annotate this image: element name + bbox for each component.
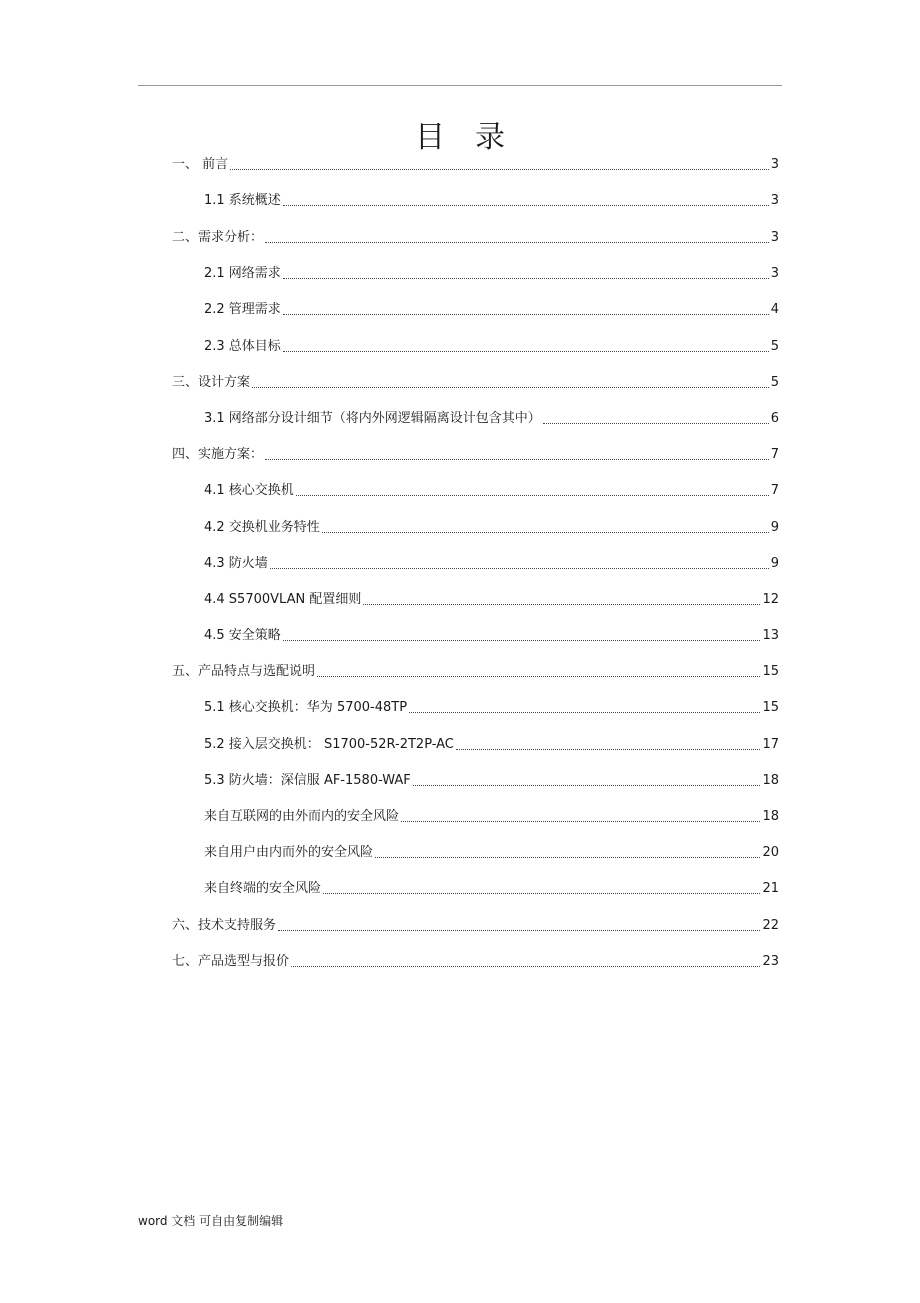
toc-entry-page: 6 bbox=[770, 411, 779, 426]
toc-leader-dots bbox=[296, 495, 769, 496]
toc-entry-page: 20 bbox=[762, 845, 779, 860]
toc-leader-dots bbox=[375, 857, 760, 858]
toc-entry-label: 5.3 防火墙：深信服 AF-1580-WAF bbox=[204, 773, 411, 788]
toc-leader-dots bbox=[401, 821, 760, 822]
toc-entry-page: 3 bbox=[770, 230, 779, 245]
toc-entry-page: 7 bbox=[770, 483, 779, 498]
toc-entry-label: 2.1 网络需求 bbox=[204, 266, 281, 281]
toc-entry[interactable] bbox=[204, 518, 779, 536]
toc-entry-page: 23 bbox=[762, 954, 779, 969]
toc-entry[interactable] bbox=[204, 554, 779, 572]
toc-leader-dots bbox=[456, 749, 761, 750]
toc-entry[interactable] bbox=[204, 626, 779, 644]
toc-entry[interactable] bbox=[172, 445, 779, 463]
toc-entry-page: 7 bbox=[770, 447, 779, 462]
toc-entry[interactable] bbox=[172, 155, 779, 173]
toc-entry-label: 4.1 核心交换机 bbox=[204, 483, 294, 498]
toc-entry-label: 六、技术支持服务 bbox=[172, 918, 277, 933]
toc-entry-label: 来自互联网的由外而内的安全风险 bbox=[204, 809, 400, 824]
toc-leader-dots bbox=[283, 314, 769, 315]
toc-entry-page: 5 bbox=[770, 375, 779, 390]
toc-entry-label: 4.4 S5700VLAN 配置细则 bbox=[204, 592, 362, 607]
toc-entry-label: 3.1 网络部分设计细节（将内外网逻辑隔离设计包含其中） bbox=[204, 411, 541, 426]
toc-entry[interactable] bbox=[204, 409, 779, 427]
toc-entry-page: 12 bbox=[762, 592, 779, 607]
toc-leader-dots bbox=[543, 423, 769, 424]
toc-entry[interactable] bbox=[204, 481, 779, 499]
toc-entry-page: 4 bbox=[770, 302, 779, 317]
toc-leader-dots bbox=[283, 278, 769, 279]
toc-leader-dots bbox=[413, 785, 761, 786]
toc-entry[interactable] bbox=[204, 300, 779, 318]
toc-entry[interactable] bbox=[204, 807, 779, 825]
toc-entry-page: 3 bbox=[770, 193, 779, 208]
toc-entry-page: 3 bbox=[770, 157, 779, 172]
toc-leader-dots bbox=[252, 387, 769, 388]
toc-entry[interactable] bbox=[204, 337, 779, 355]
toc-entry[interactable] bbox=[204, 735, 779, 753]
toc-entry-label: 五、产品特点与选配说明 bbox=[172, 664, 316, 679]
toc-entry-label: 5.1 核心交换机：华为 5700-48TP bbox=[204, 700, 408, 715]
toc-entry[interactable] bbox=[204, 191, 779, 209]
toc-entry[interactable] bbox=[172, 952, 779, 970]
toc-entry-label: 七、产品选型与报价 bbox=[172, 954, 290, 969]
toc-leader-dots bbox=[317, 676, 760, 677]
toc-leader-dots bbox=[323, 893, 760, 894]
toc-leader-dots bbox=[322, 532, 769, 533]
header-rule bbox=[138, 85, 782, 86]
toc-leader-dots bbox=[278, 930, 760, 931]
toc-entry-label: 一、 前言 bbox=[172, 157, 229, 172]
toc-entry[interactable] bbox=[172, 228, 779, 246]
toc-entry-label: 四、实施方案： bbox=[172, 447, 264, 462]
toc-leader-dots bbox=[291, 966, 760, 967]
toc-entry-page: 13 bbox=[762, 628, 779, 643]
toc-leader-dots bbox=[283, 205, 769, 206]
toc-leader-dots bbox=[265, 459, 769, 460]
toc-title: 目录 bbox=[415, 120, 535, 155]
toc-entry[interactable] bbox=[172, 373, 779, 391]
toc-leader-dots bbox=[283, 640, 761, 641]
toc-entry-label: 4.2 交换机业务特性 bbox=[204, 520, 320, 535]
toc-entry[interactable] bbox=[172, 916, 779, 934]
toc-leader-dots bbox=[283, 351, 769, 352]
toc-entry-label: 4.3 防火墙 bbox=[204, 556, 268, 571]
toc-entry-label: 4.5 安全策略 bbox=[204, 628, 281, 643]
toc-entry[interactable] bbox=[172, 662, 779, 680]
toc-entry-page: 9 bbox=[770, 556, 779, 571]
toc-leader-dots bbox=[230, 169, 769, 170]
toc-leader-dots bbox=[265, 242, 769, 243]
toc-entry[interactable] bbox=[204, 590, 779, 608]
toc-entry[interactable] bbox=[204, 879, 779, 897]
toc-entry-page: 21 bbox=[762, 881, 779, 896]
toc-entry-label: 来自用户由内而外的安全风险 bbox=[204, 845, 374, 860]
toc-entry-label: 2.3 总体目标 bbox=[204, 339, 281, 354]
toc-leader-dots bbox=[409, 712, 760, 713]
toc-entry[interactable] bbox=[204, 698, 779, 716]
toc-entry-page: 22 bbox=[762, 918, 779, 933]
toc-entry-page: 18 bbox=[762, 773, 779, 788]
toc-entry-page: 3 bbox=[770, 266, 779, 281]
toc-entry-page: 17 bbox=[762, 737, 779, 752]
toc-entry-page: 18 bbox=[762, 809, 779, 824]
toc-entry-label: 1.1 系统概述 bbox=[204, 193, 281, 208]
toc-leader-dots bbox=[270, 568, 769, 569]
toc-entry[interactable] bbox=[204, 843, 779, 861]
toc-entry-label: 2.2 管理需求 bbox=[204, 302, 281, 317]
footer-note: word 文档 可自由复制编辑 bbox=[138, 1214, 284, 1228]
toc-entry-page: 9 bbox=[770, 520, 779, 535]
toc-entry[interactable] bbox=[204, 771, 779, 789]
toc-entry-page: 15 bbox=[762, 664, 779, 679]
toc-entry-label: 5.2 接入层交换机： S1700-52R-2T2P-AC bbox=[204, 737, 454, 752]
toc-leader-dots bbox=[363, 604, 760, 605]
toc-entry-label: 三、设计方案 bbox=[172, 375, 251, 390]
toc-entry-page: 5 bbox=[770, 339, 779, 354]
toc-entry[interactable] bbox=[204, 264, 779, 282]
toc-entry-label: 来自终端的安全风险 bbox=[204, 881, 322, 896]
toc-entry-label: 二、需求分析： bbox=[172, 230, 264, 245]
toc-entry-page: 15 bbox=[762, 700, 779, 715]
